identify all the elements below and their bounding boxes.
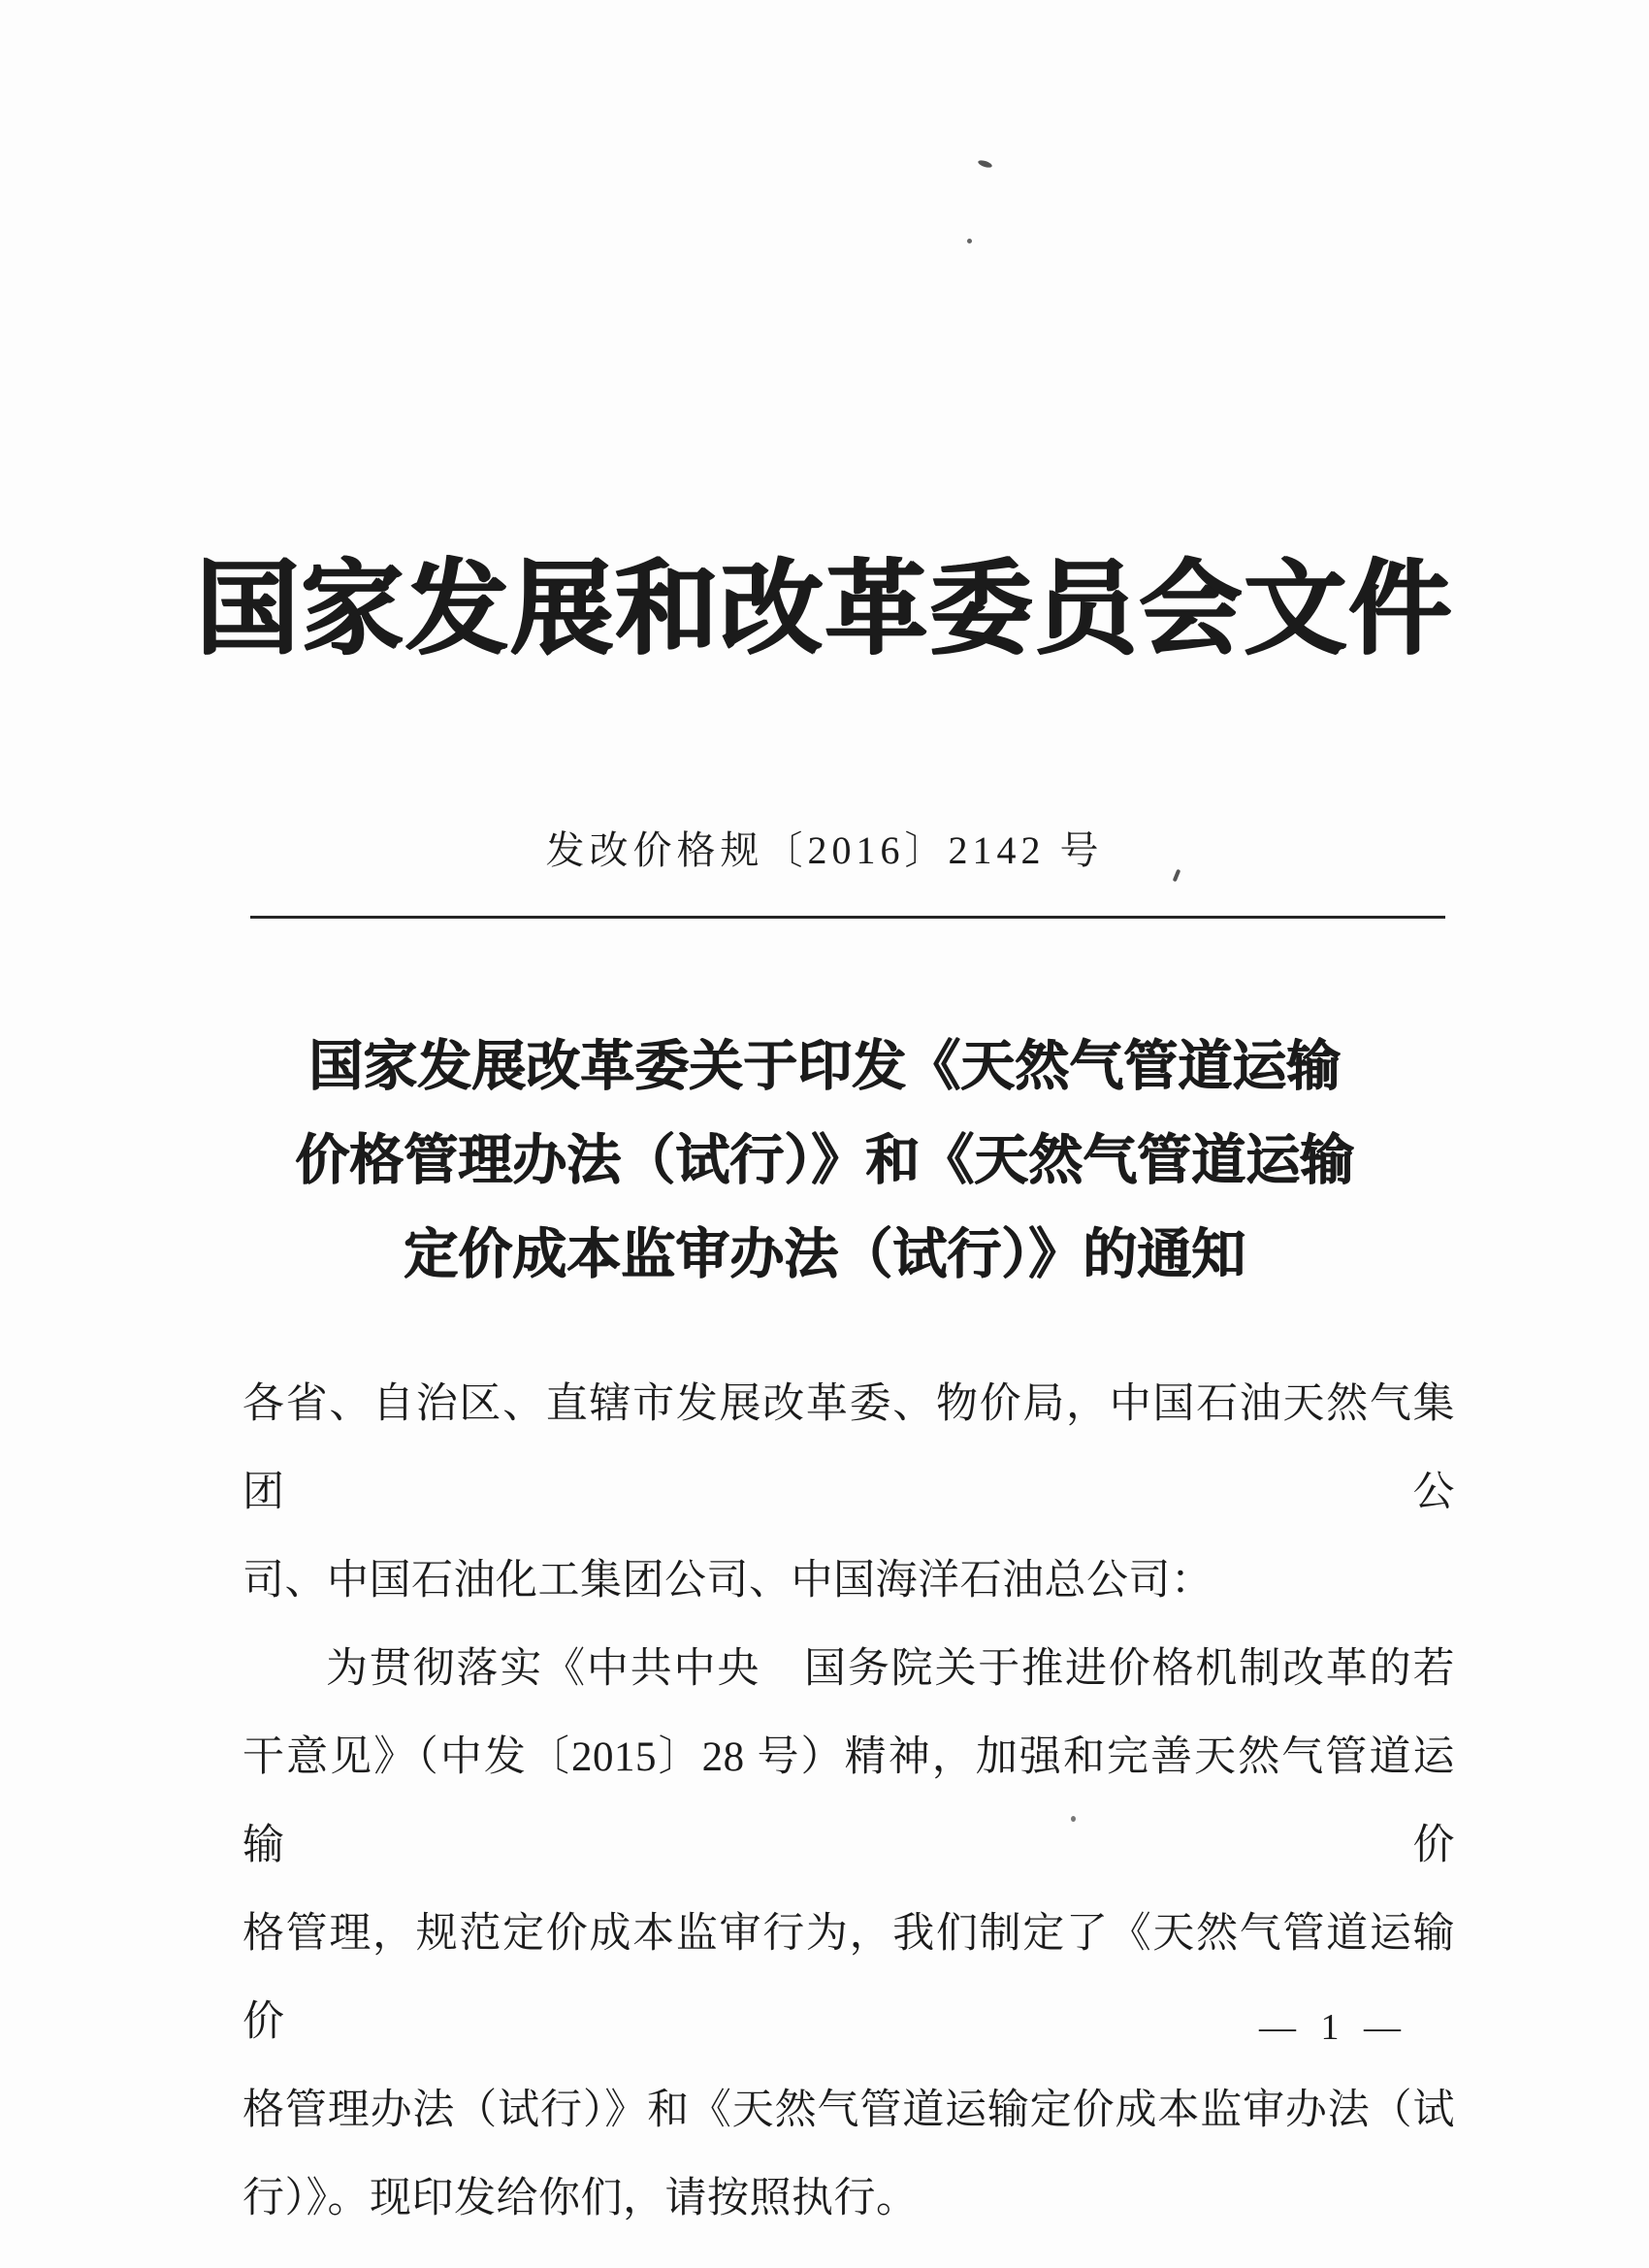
notice-heading [0, 1021, 1649, 1303]
agency-banner-title: 国家发展和改革委员会文件 [196, 553, 1453, 666]
body-line: 各省、自治区、直辖市发展改革委、物价局，中国石油天然气集团公 [242, 1381, 1455, 1515]
heading-line: 价格管理办法（试行）》和《天然气管道运输 [295, 1131, 1354, 1191]
heading-line: 国家发展改革委关于印发《天然气管道运输 [308, 1037, 1341, 1097]
body-line: 干意见》（中发〔2015〕28 号）精神，加强和完善天然气管道运输价 [242, 1734, 1455, 1868]
body-line: 格管理办法（试行）》和《天然气管道运输定价成本监审办法（试 [242, 2088, 1455, 2133]
heading-line: 定价成本监审办法（试行）》的通知 [404, 1225, 1245, 1285]
scan-speckle [967, 239, 972, 243]
body-line: 格管理，规范定价成本监审行为，我们制定了《天然气管道运输价 [242, 1911, 1455, 2045]
notice-body [242, 1360, 1455, 2243]
page-number: — 1 — [1259, 2007, 1408, 2048]
scan-speckle [977, 159, 992, 169]
body-line: 为贯彻落实《中共中央 国务院关于推进价格机制改革的若 [326, 1646, 1455, 1692]
body-line: 行）》。现印发给你们，请按照执行。 [242, 2176, 919, 2221]
document-number: 发改价格规〔2016〕2142 号 [545, 828, 1104, 872]
body-line: 司、中国石油化工集团公司、中国海洋石油总公司： [242, 1558, 1213, 1604]
divider-line [250, 916, 1445, 919]
